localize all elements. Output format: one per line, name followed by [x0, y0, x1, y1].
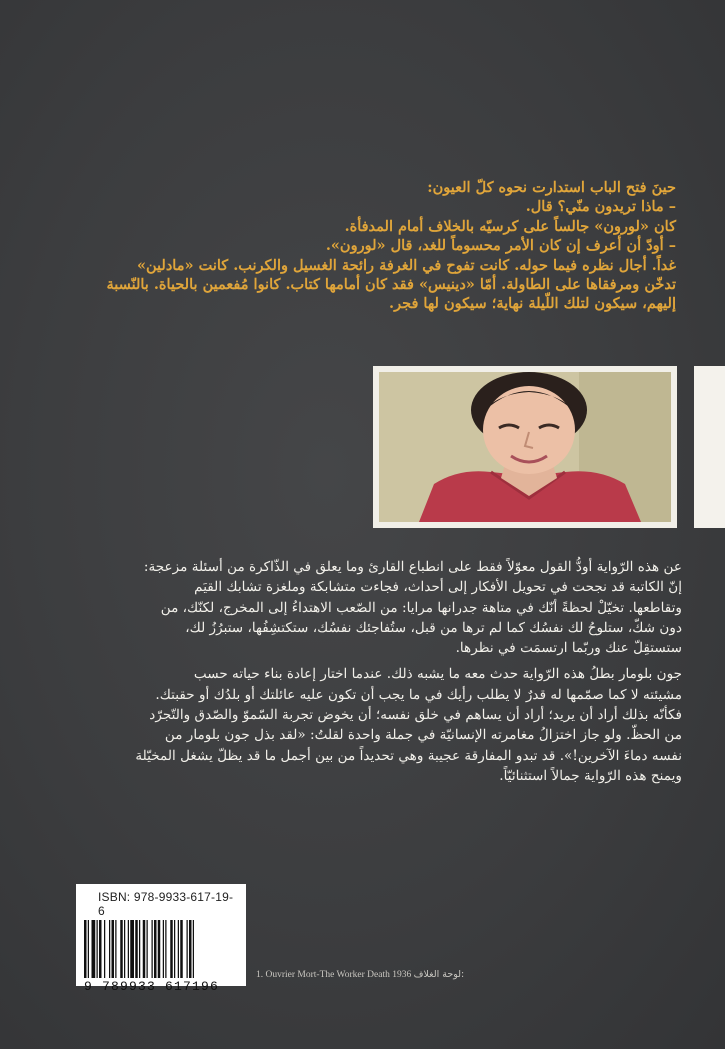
synopsis-line: دون شكّ، ستلوحُ لك نفسُك كما لم ترها من قبل، ستُفاجئك نفسُك، ستكتشِفُها، ستبرُزُ لك، [185, 619, 682, 636]
excerpt-line: حينَ فتح الباب استدارت نحوه كلّ العيون: [427, 179, 676, 196]
synopsis-block [70, 557, 682, 786]
cover-flap-edge [694, 366, 725, 528]
synopsis-line: نفسه دماءَ الآخرين!». قد تبدو المفارقة عجيبة وهي تحديداً من بين أجمل ما قد يظلّ يشغل المخيّلة [135, 747, 682, 764]
excerpt-line: – ماذا تريدون منّي؟ قال. [525, 198, 676, 216]
barcode-bars [84, 920, 238, 978]
excerpt-line: كان «لورون» جالساً على كرسيّه بالخلاف أمام المدفأة. [344, 217, 676, 235]
synopsis-line: فكأنّه بذلك أراد أن يريد؛ أراد أن يساهم في خلق نفسه؛ أن يخوض تجربة السّموّ والصّدق والتّجرّد [149, 707, 682, 724]
cover-art-credit [256, 969, 464, 980]
synopsis-line: ستستقِلّ عنك وربّما ارتسمَت في نظرها. [455, 640, 682, 657]
synopsis-line: إنّ الكاتبة قد نجحت في تحويل الأفكار إلى أحداث، فجاءت متشابكة وملغزة تشابك القيَم [194, 579, 682, 596]
credit-text: 1. Ouvrier Mort-The Worker Death 1936 [256, 970, 412, 980]
author-photo-frame [373, 366, 677, 528]
isbn-barcode [76, 884, 246, 994]
synopsis-line: من الحظّ. ولو جاز اختزالُ مغامرته الإنسانيّة في جملة واحدة لقلتُ: «لقد بذل جون بلومار من [164, 727, 682, 744]
synopsis-line: جون بلومار بطلُ هذه الرّواية حدث معه ما يشبه ذلك. عندما اختار إعادة بناء حياته حسب [193, 666, 682, 683]
excerpt-block [86, 178, 676, 314]
author-portrait-image [379, 372, 671, 522]
excerpt-line: إليهم، سيكون لتلك اللّيلة نهاية؛ سيكون لها فجر. [389, 295, 676, 313]
synopsis-line: عن هذه الرّواية أودُّ القول معوّلاً فقط على انطباع القارئ وما يعلق في الذّاكرة من أسئلة مزعجة: [143, 559, 682, 575]
author-photo [379, 372, 671, 522]
credit-label: لوحة الغلاف: [413, 969, 465, 980]
barcode-digits: 9 789933 617196 [84, 979, 220, 994]
excerpt-line: تدخّن ومرفقاها على الطاولة. أمّا «دينيس» فقد كان أمامها كتاب. كانوا مُفعمين بالحياة. بالنّسبة [106, 276, 676, 294]
synopsis-line: مشيئته لا كما صمّمها له قدرٌ لا يطلب رأيك في ما يجب أن تكون عليه عائلتك أو بلدُك أو حقبتك. [155, 686, 682, 703]
synopsis-line: ويمنح هذه الرّواية جمالاً استثنائيّاً. [499, 767, 682, 784]
isbn-label: ISBN: 978-9933-617-19-6 [98, 890, 234, 918]
excerpt-line: غداً. أجال نظره فيما حوله. كانت تفوح في الغرفة رائحة الغسيل والكرنب. كانت «مادلين» [136, 256, 676, 274]
excerpt-line: – أودّ أن أعرف إن كان الأمر محسوماً للغد، قال «لورون». [325, 237, 676, 255]
synopsis-line: وتقاطعها. تخيّلْ لحظةً أنّك في متاهة جدرانها مرايا: من الصّعب الاهتداءُ إلى المخرج، لكنّك، من [160, 599, 682, 616]
